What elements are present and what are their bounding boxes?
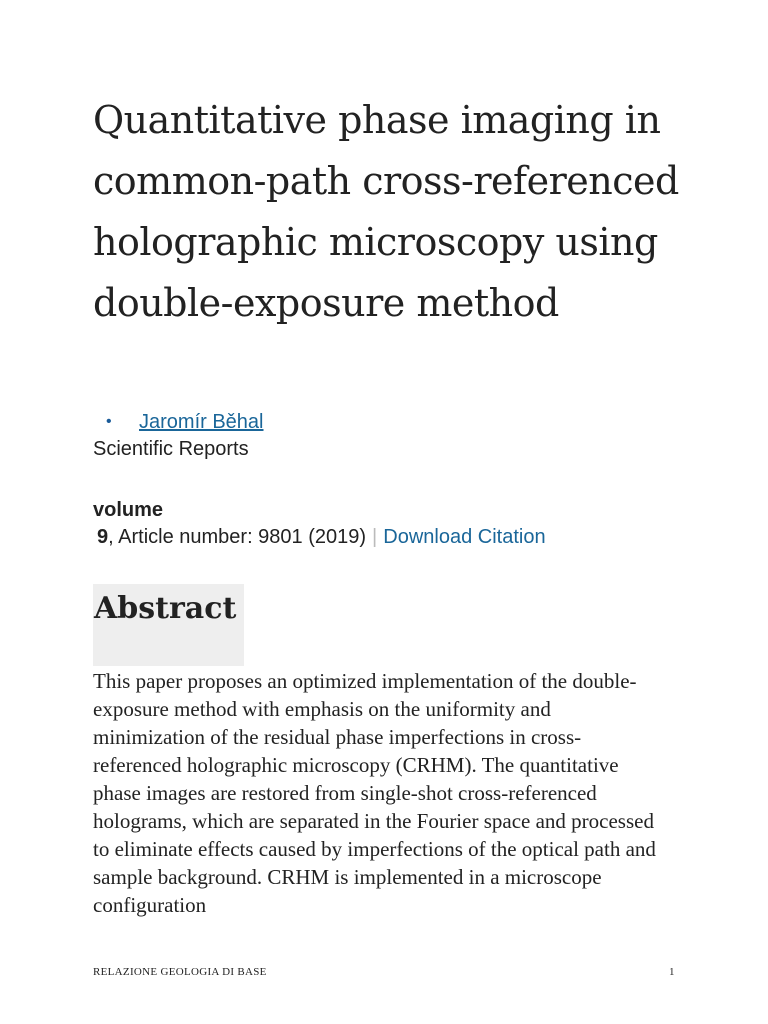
volume-number: 9	[97, 526, 109, 548]
abstract-text: This paper proposes an optimized implementation of the double-exposure method with emphasis on the uniformity and minimization of the residual phase imperfections in cross-referenced holographic microscopy (CRHM). The quantitative phase images are restored from single-shot cross-referenced holograms, which are separated in the Fourier space and processed to eliminate effects caused by imperfections of the optical path and sample background. CRHM is implemented in a microscope configuration	[93, 669, 656, 917]
citation-line	[93, 523, 546, 551]
bullet-icon: •	[106, 413, 112, 430]
article-info: , Article number: 9801 (2019)	[108, 526, 367, 548]
footer-page-number: 1	[669, 966, 675, 978]
author-item	[93, 408, 264, 436]
volume-label: volume	[93, 499, 164, 521]
footer-document-name: RELAZIONE GEOLOGIA DI BASE	[93, 966, 267, 978]
separator: |	[372, 526, 378, 548]
journal-name: Scientific Reports	[93, 438, 249, 460]
author-list	[93, 408, 264, 436]
download-citation-link[interactable]: Download Citation	[383, 526, 546, 548]
author-link[interactable]: Jaromír Běhal	[139, 411, 264, 433]
abstract-heading: Abstract	[94, 591, 237, 626]
article-title: Quantitative phase imaging in common-path cross-referenced holographic microscopy using double-exposure method	[93, 98, 679, 325]
